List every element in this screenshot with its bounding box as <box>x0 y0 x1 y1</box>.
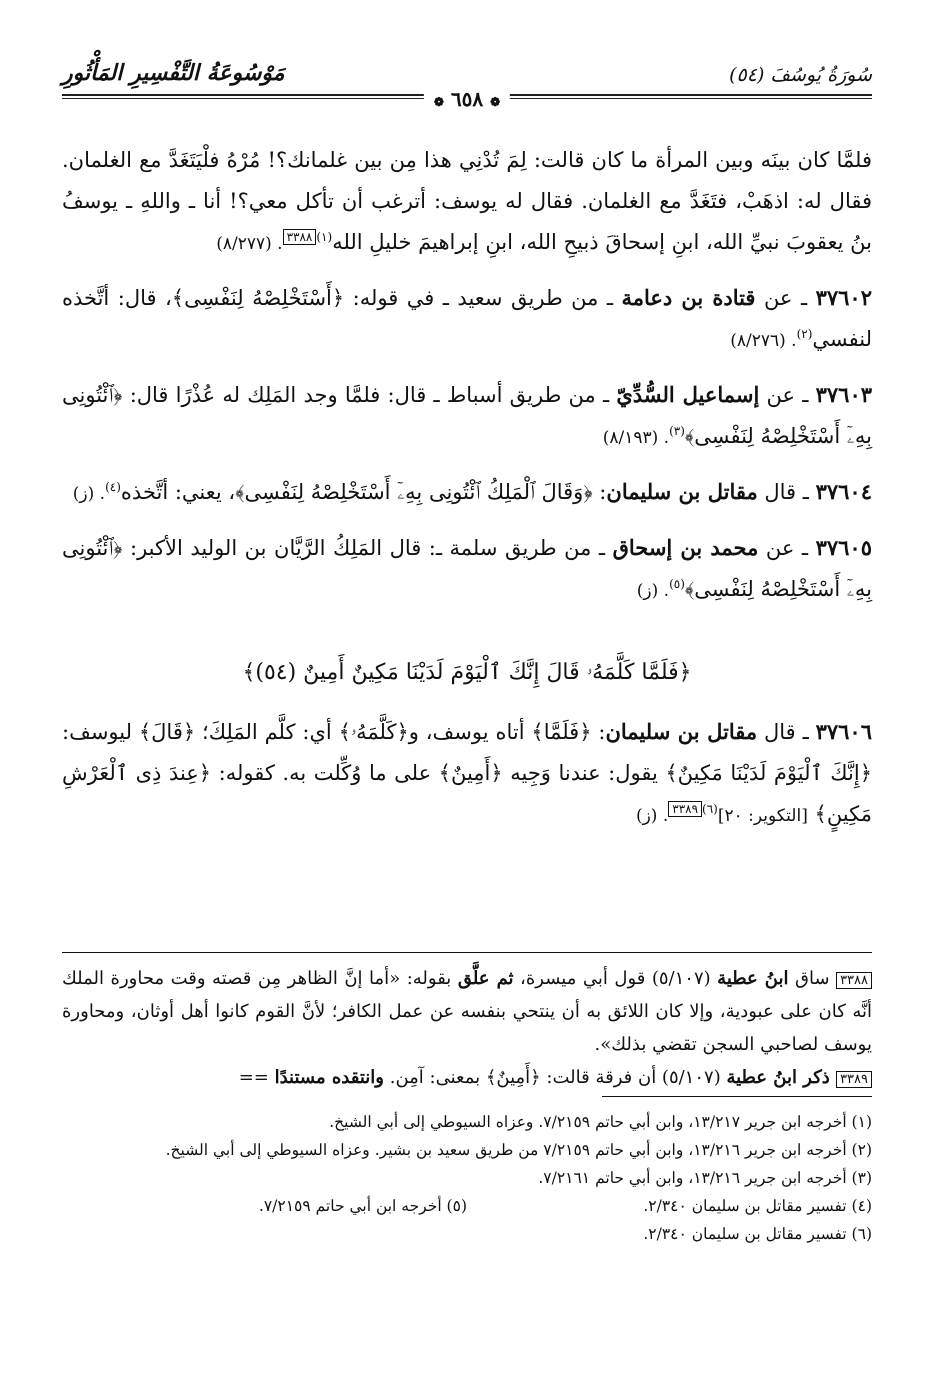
commentary-ref-box: ٣٣٨٩ <box>668 801 702 817</box>
narration-entry: ٣٧٦٠٣ ـ عن إسماعيل السُّدِّيّ ـ من طريق أسباط ـ قال: فلمَّا وجد المَلِك له عُذْرًا قال: ﴿ٱئْتُونِى بِهِۦٓ أَسْتَخْلِصْهُ لِنَفْسِى﴾$^{(٣)}$. (٨/١٩٣) <box>62 382 873 448</box>
entry-number: ٣٧٦٠٤ <box>815 479 872 504</box>
commentary-ref-box: ٣٣٨٨ <box>283 229 317 245</box>
intro-paragraph: فلمَّا كان بينَه وبين المرأة ما كان قالت: لِمَ تُدْنِي هذا مِن بين غلمانك؟! مُرْهُ فلْيَتَغَدَّ مع الغلمان. فقال له: اذهَبْ، فتَغَدَّ مع الغلمان. فقال له يوسف: أترغب أن تأكل معي؟! أنا ـ واللهِ ـ يوسفُ بنُ يعقوبَ نبيِّ الله، ابنِ إسحاقَ ذبيحِ الله، ابنِ إبراهيمَ خليلِ الله$^{(١)}$٣٣٨٨. (٨/٢٧٧) <box>62 148 872 254</box>
running-header <box>62 60 872 111</box>
footnote-separator <box>602 1096 872 1097</box>
ornament-icon: ❁ <box>433 95 444 109</box>
narration-entry: ٣٧٦٠٤ ـ قال مقاتل بن سليمان: ﴿وَقَالَ ٱلْمَلِكُ ٱئْتُونِى بِهِۦٓ أَسْتَخْلِصْهُ لِنَفْسِى﴾، يعني: أتَّخذه$^{(٤)}$. (ز) <box>72 479 872 504</box>
narration-entry: ٣٧٦٠٢ ـ عن قتادة بن دعامة ـ من طريق سعيد ـ في قوله: ﴿أَسْتَخْلِصْهُ لِنَفْسِى﴾، قال: أتَّخذه لنفسي$^{(٢)}$. (٨/٢٧٦) <box>62 285 872 351</box>
commentary-number-box: ٣٣٨٩ <box>836 1071 872 1088</box>
narrator-name: محمد بن إسحاق <box>612 535 759 560</box>
surah-title: سُورَةُ يُوسُفَ (٥٤) <box>729 64 872 86</box>
commentary-separator <box>62 952 872 953</box>
footnote: (١) أخرجه ابن جرير ١٣/٢١٧، وابن أبي حاتم ٧/٢١٥٩. وعزاه السيوطي إلى أبي الشيخ. <box>329 1113 872 1131</box>
ornament-icon: ❁ <box>490 95 501 109</box>
narrator-name: إسماعيل السُّدِّيّ <box>616 382 760 407</box>
entry-number: ٣٧٦٠٦ <box>815 719 872 744</box>
book-page <box>62 60 872 1320</box>
entry-number: ٣٧٦٠٣ <box>815 382 873 407</box>
volume-ref: . (ز) <box>636 581 670 601</box>
footnote: (٥) أخرجه ابن أبي حاتم ٧/٢١٥٩. <box>258 1197 467 1215</box>
narrator-name: قتادة بن دعامة <box>621 285 756 310</box>
footnote: (٦) تفسير مقاتل بن سليمان ٢/٣٤٠. <box>643 1225 872 1243</box>
quran-verse: ﴿فَلَمَّا كَلَّمَهُۥ قَالَ إِنَّكَ ٱلْيَوْمَ لَدَيْنَا مَكِينٌ أَمِينٌ (٥٤)﴾ <box>242 660 692 685</box>
volume-ref: . (٨/٢٧٦) <box>730 331 797 351</box>
commentary-number-box: ٣٣٨٨ <box>836 972 872 989</box>
footnote: (٣) أخرجه ابن جرير ١٣/٢١٦، وابن أبي حاتم ٧/٢١٦١. <box>538 1169 872 1187</box>
footnote-marker: (٦) <box>702 802 718 816</box>
narrator-name: مقاتل بن سليمان <box>606 479 758 504</box>
entry-number: ٣٧٦٠٢ <box>815 285 872 310</box>
main-text <box>62 140 872 849</box>
commentary-section <box>62 962 872 1094</box>
volume-ref: . (٨/٢٧٧) <box>216 234 283 254</box>
footnote-marker: (١) <box>316 230 333 244</box>
footnote: (٢) أخرجه ابن جرير ١٣/٢١٦، وابن أبي حاتم ٧/٢١٥٩ من طريق سعيد بن بشير. وعزاه السيوطي إلى أبي الشيخ. <box>165 1141 872 1159</box>
footnotes <box>62 1108 872 1248</box>
footnote-marker: (٥) <box>669 577 685 591</box>
footnote-marker: (٣) <box>669 424 685 438</box>
narration-entry: ٣٧٦٠٥ ـ عن محمد بن إسحاق ـ من طريق سلمة ـ: قال المَلِكُ الرَّيَّان بن الوليد الأكبر: ﴿ٱئْتُونِى بِهِۦٓ أَسْتَخْلِصْهُ لِنَفْسِى﴾$^{(٥)}$. (ز) <box>62 535 872 601</box>
page-number: ❁ ٦٥٨ ❁ <box>424 87 510 111</box>
entry-number: ٣٧٦٠٥ <box>815 535 872 560</box>
volume-ref: . (ز) <box>635 806 669 826</box>
surah-citation: [التكوير: ٢٠] <box>717 806 808 826</box>
narrator-name: مقاتل بن سليمان <box>605 719 758 744</box>
narration-entry: ٣٧٦٠٦ ـ قال مقاتل بن سليمان: ﴿فَلَمَّا﴾ أتاه يوسف، و﴿كَلَّمَهُۥ﴾ أي: كلَّم المَلِكَ؛ ﴿قَالَ﴾ ليوسف: ﴿إِنَّكَ ٱلْيَوْمَ لَدَيْنَا مَكِينٌ﴾ يقول: عندنا وَجِيه ﴿أَمِينٌ﴾ على ما وُكِّلت به. كقوله: ﴿عِندَ ذِى ٱلْعَرْشِ مَكِينٍ﴾ [التكوير: ٢٠]$^{(٦)}$٣٣٨٩. (ز) <box>62 719 872 826</box>
volume-ref: . (٨/١٩٣) <box>602 428 670 448</box>
footnote-marker: (٢) <box>796 327 813 341</box>
commentary-note: ٣٣٨٩ ذكر ابنُ عطية (٥/١٠٧) أن فرقة قالت: ﴿أَمِينٌ﴾ بمعنى: آمِن. وانتقده مستندًا == <box>62 1061 872 1094</box>
footnote-row <box>62 1192 872 1220</box>
commentary-note: ٣٣٨٨ ساق ابنُ عطية (٥/١٠٧) قول أبي ميسرة، ثم علَّق بقوله: «أما إنَّ الظاهر مِن قصته وقت محاورة الملك أنَّه كان على عبودية، وإلا كان اللائق به أن ينتحي بنفسه عن عمل الكافر؛ لأنَّ القوم كانوا أهل أوثان، ومحاورة يوسف لصاحبي السجن تقضي بذلك». <box>62 968 872 1055</box>
volume-ref: . (ز) <box>72 484 106 504</box>
book-title: مَوْسُوعَةُ التَّفْسِيرِ المَأْثُورِ <box>62 60 285 86</box>
footnote: (٤) تفسير مقاتل بن سليمان ٢/٣٤٠. <box>643 1197 872 1215</box>
footnote-marker: (٤) <box>105 480 121 494</box>
